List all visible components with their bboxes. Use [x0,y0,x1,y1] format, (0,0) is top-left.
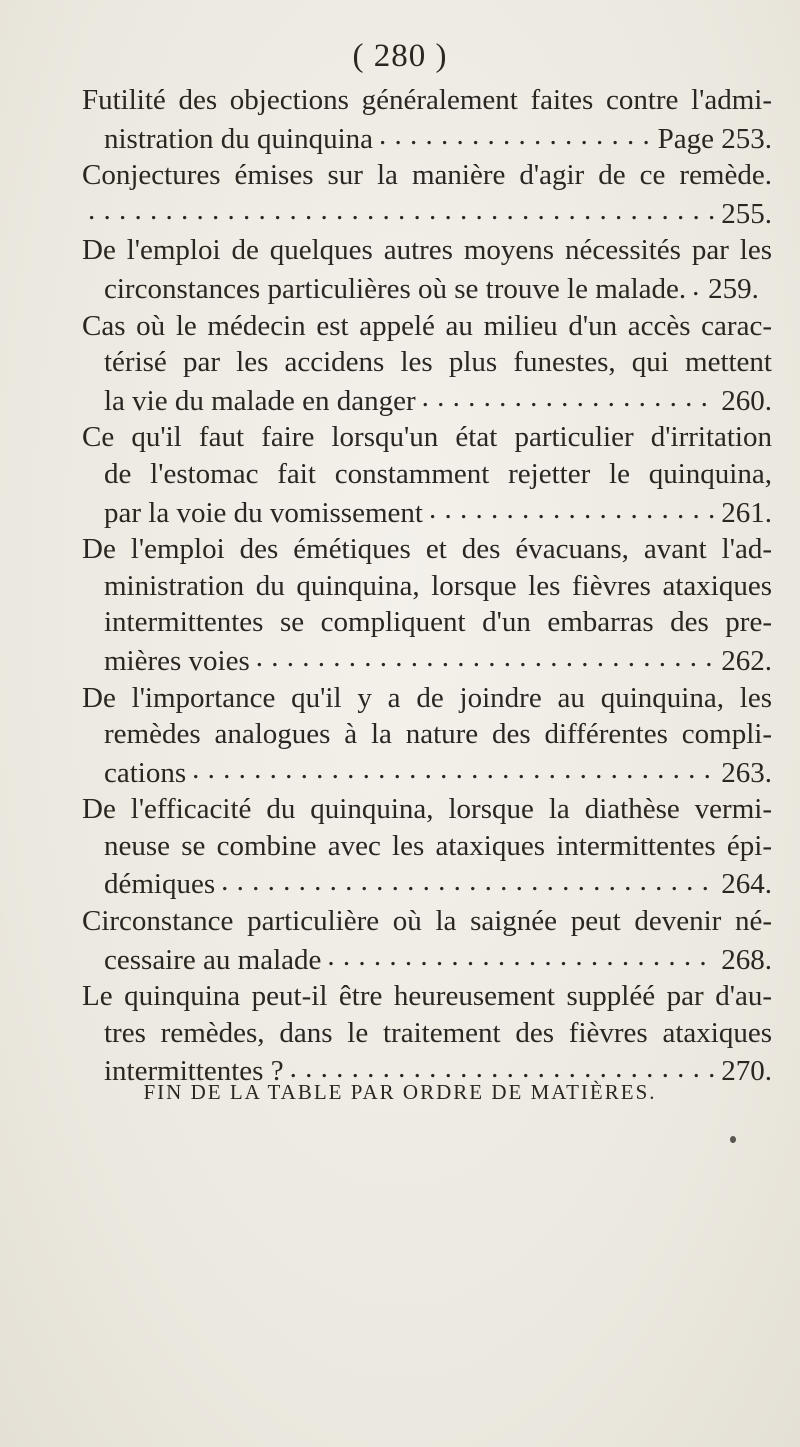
toc-entry-line: de l'estomac fait constamment rejetter le quinquina, [104,457,772,490]
toc-entry-line: Ce qu'il faut faire lorsqu'un état particulier d'irritation [82,421,772,454]
page-number: ( 280 ) [352,38,448,74]
toc-entry-text: intermittentes ? [104,1055,284,1088]
toc-entry-last-line [82,194,772,233]
toc-entry-line: ministration du quinquina, lorsque les fièvres ataxiques [104,569,772,602]
toc-page-ref: 263. [721,756,772,789]
toc-page-ref: 259. [708,272,759,305]
toc-entry-line: remèdes analogues à la nature des différentes compli- [104,718,772,751]
toc-entry-last-line [82,119,772,158]
toc-entry [82,680,772,792]
toc-entry-text: cations [104,756,187,789]
toc-entry-text: par la voie du vomissement [104,496,423,529]
toc-entry [82,978,772,1090]
toc-entry [82,419,772,531]
toc-page-ref: 270. [721,1055,772,1088]
toc-page-ref: 260. [721,384,772,417]
dot-leader [422,381,716,410]
dot-leader [221,864,715,893]
toc-entry-line: De l'emploi de quelques autres moyens nécessités par les [82,234,772,267]
toc-entry-line: De l'emploi des émétiques et des évacuans, avant l'ad- [82,533,772,566]
toc-entry [82,157,772,232]
toc-entry-line: neuse se combine avec les ataxiques intermittentes épi- [104,829,772,862]
toc-entry-line: térisé par les accidens les plus funestes, qui mettent [104,346,772,379]
toc-page-ref: 255. [721,197,772,230]
table-of-contents [82,82,772,1090]
toc-entry-last-line [82,940,772,979]
toc-entry-last-line [82,381,772,420]
toc-entry-line: Cas où le médecin est appelé au milieu d'un accès carac- [82,309,772,342]
toc-entry-line: De l'efficacité du quinquina, lorsque la diathèse vermi- [82,793,772,826]
toc-entry-text: nistration du quinquina [104,122,374,155]
toc-entry-last-line [82,753,772,792]
toc-entry [82,82,772,157]
dot-leader [327,940,715,969]
dot-leader [192,753,715,782]
toc-entry [82,531,772,679]
toc-entry-last-line [82,493,772,532]
toc-page-ref: 268. [721,943,772,976]
toc-entry-text: la vie du malade en danger [104,384,416,417]
toc-entry [82,903,772,978]
toc-entry-last-line [82,269,772,308]
toc-entry-line: Conjectures émises sur la manière d'agir de ce remède. [82,159,772,192]
toc-entry-line: tres remèdes, dans le traitement des fièvres ataxiques [104,1016,772,1049]
toc-entry-last-line [82,641,772,680]
dot-leader [290,1051,716,1080]
dot-leader [88,194,715,223]
end-of-table-note: FIN DE LA TABLE PAR ORDRE DE MATIÈRES. [143,1080,657,1104]
toc-page-ref: 262. [721,644,772,677]
toc-entry-line: De l'importance qu'il y a de joindre au quinquina, les [82,681,772,714]
toc-entry-line: Futilité des objections généralement faites contre l'admi- [82,84,772,116]
toc-entry-text: cessaire au malade [104,943,322,976]
dot-leader [429,493,715,522]
toc-entry-text: circonstances particulières où se trouve le malade. [104,272,687,305]
ink-speck [730,1136,736,1143]
toc-entry-text: démiques [104,868,216,901]
toc-entry [82,308,772,420]
toc-entry-line: Le quinquina peut-il être heureusement suppléé par d'au- [82,980,772,1013]
dot-leader [692,269,702,298]
toc-entry-last-line [82,864,772,903]
toc-entry-text: mières voies [104,644,250,677]
toc-entry-line: Circonstance particulière où la saignée peut devenir né- [82,905,772,938]
toc-entry [82,232,772,307]
toc-page-ref: 261. [721,496,772,529]
toc-page-ref: Page 253. [657,122,772,155]
toc-page-ref: 264. [721,868,772,901]
toc-entry [82,791,772,903]
dot-leader [379,119,652,148]
dot-leader [256,641,715,670]
toc-entry-line: intermittentes se compliquent d'un embarras des pre- [104,606,772,639]
